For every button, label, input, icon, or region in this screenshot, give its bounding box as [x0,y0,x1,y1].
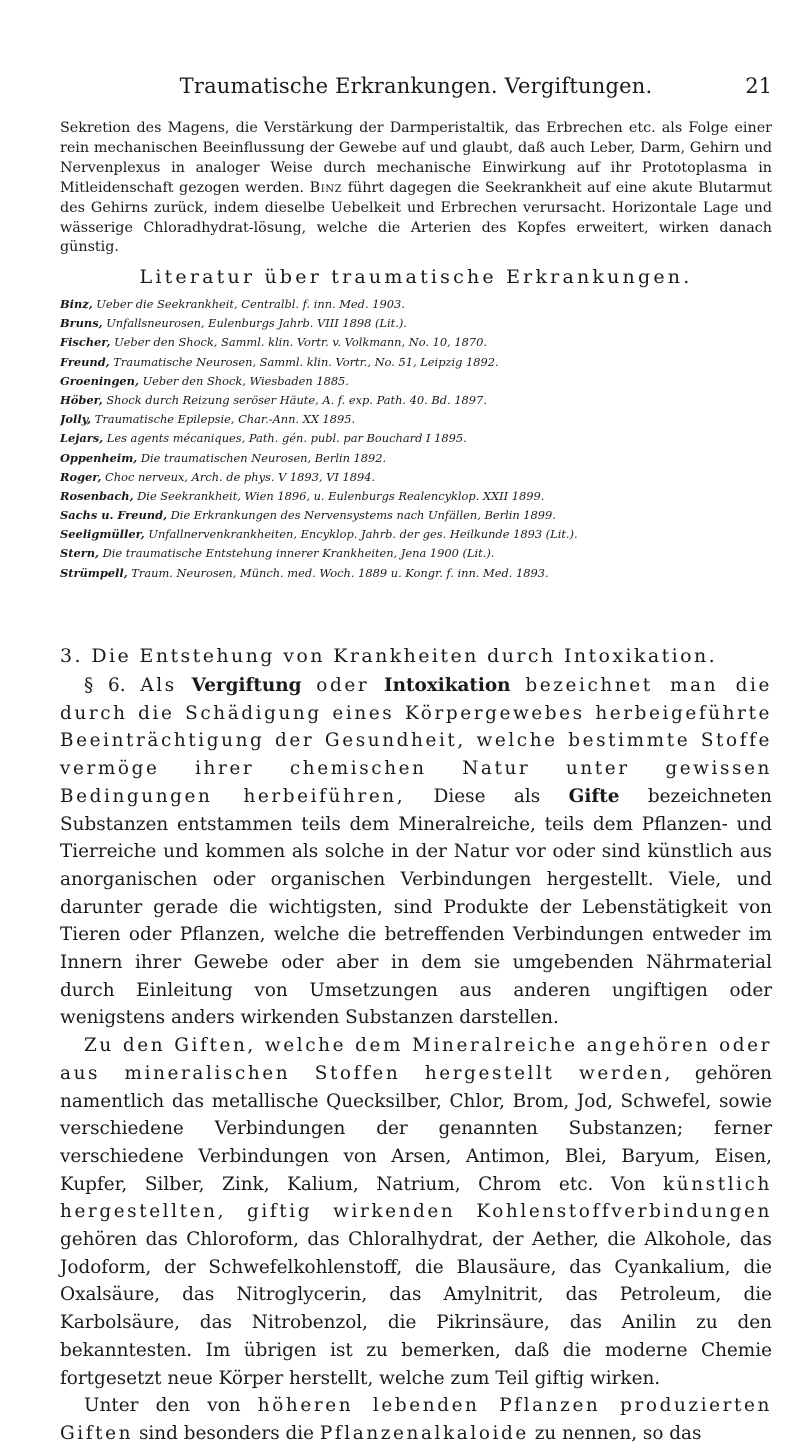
reference-item [60,333,772,352]
literature-heading: Literatur über traumatische Erkrankungen. [139,266,693,288]
ref-author: Fischer, [60,335,111,350]
body-text: gehören namentlich das metallische Quecksilber, Chlor, Brom, Jod, Schwefel, sowie verschiedene Verbindungen der genannten Substanzen; ferner verschiedene Verbindungen von Arsen, Antimon, Blei, Baryum, Eisen, Kupfer, Silber, Zink, Kalium, Natrium, Chrom etc. Von [60,1062,772,1195]
definition-text: bezeichnet man die durch die Schädigung eines Körpergewebes herbeigeführte Beeinträchtigung der Gesundheit, welche bestimmte Stoffe vermöge ihrer chemischen Natur unter gewissen Bedingungen herbeiführen, [60,675,772,807]
term-gifte: Gifte [568,785,620,807]
ref-text: Ueber den Shock, Wiesbaden 1885. [142,373,349,388]
reference-item [60,487,772,506]
spaced-text: Zu den Giften, welche dem Mineralreiche angehören oder aus mineralischen Stoffen hergestellt werden, [60,1035,772,1084]
spaced-text: Pflanzenalkaloide [319,1422,529,1444]
ref-author: Strümpell, [60,565,128,580]
ref-text: Traumatische Neurosen, Samml. klin. Vortr., No. 51, Leipzig 1892. [113,354,499,369]
spaced-text: oder [316,675,370,696]
ref-author: Lejars, [60,431,104,446]
body-text: gehören das Chloroform, das Chloralhydrat, der Aether, die Alkohole, das Jodoform, der Schwefelkohlenstoff, die Blausäure, das Cyankalium, die Oxalsäure, das Nitroglycerin, das Amylnitrit, das Petroleum, die Karbolsäure, das Nitrobenzol, die Pikrinsäure, das Anilin zu den bekanntesten. Im übrigen ist zu bemerken, daß die moderne Chemie fortgesetzt neue Körper herstellt, welche zum Teil giftig wirken. [60,1229,772,1389]
spaced-text: höheren lebenden Pflanzen produzierten Giften [60,1395,772,1444]
ref-text: Die traumatischen Neurosen, Berlin 1892. [140,450,387,465]
reference-item [60,410,772,429]
intro-text-b: führt dagegen die Seekrankheit auf eine akute Blutarmut des Gehirns zurück, indem dieselbe Uebelkeit und Erbrechen verursacht. Horizontale Lage und wässerige Chloradhydrat-lösung, welche die Arterien des Kopfes erweitert, wirken danach günstig. [60,179,773,256]
term-intoxikation: Intoxikation [384,675,511,696]
ref-author: Höber, [60,392,103,407]
ref-text: Choc nerveux, Arch. de phys. V 1893, VI 1894. [105,469,376,484]
body-text: Unter den von [84,1395,241,1417]
reference-item [60,295,772,314]
ref-text: Traumatische Epilepsie, Char.-Ann. XX 1895. [94,412,356,427]
reference-item [60,544,772,563]
ref-author: Roger, [60,469,102,484]
intro-text-a: Sekretion des Magens, die Verstärkung der Darmperistaltik, das Erbrechen etc. als Folge einer rein mechanischen Beeinflussung der Gewebe auf und glaubt, daß auch Leber, Darm, Gehirn und Nervenplexus in analoger Weise durch mechanische Einwirkung auf ihr Prototoplasma in Mitleidenschaft gezogen werden. [60,120,772,196]
reference-item [60,449,772,468]
ref-text: Ueber die Seekrankheit, Centralbl. f. inn. Med. 1903. [96,297,405,311]
ref-author: Jolly, [60,412,92,427]
ref-author: Groeningen, [60,373,139,388]
ref-author: Seeligmüller, [60,527,145,542]
ref-author: Oppenheim, [60,450,138,465]
ref-text: Die traumatische Entstehung innerer Krankheiten, Jena 1900 (Lit.). [102,546,495,561]
body-text: sind besonders die [138,1422,315,1444]
ref-author: Bruns, [60,316,103,331]
reference-item [60,372,772,391]
ref-text: Traum. Neurosen, Münch. med. Woch. 1889 u. Kongr. f. inn. Med. 1893. [131,565,549,580]
reference-item [60,391,772,410]
ref-text: Les agents mécaniques, Path. gén. publ. par Bouchard I 1895. [106,431,467,446]
ref-text: Die Seekrankheit, Wien 1896, u. Eulenburgs Realencyklop. XXII 1899. [137,488,545,503]
ref-text: Ueber den Shock, Samml. klin. Vortr. v. Volkmann, No. 10, 1870. [114,335,487,350]
ref-author: Freund, [60,354,110,369]
term-vergiftung: Vergiftung [191,675,302,696]
ref-text: Unfallsneurosen, Eulenburgs Jahrb. VIII 1898 (Lit.). [106,316,407,331]
ref-author: Sachs u. Freund, [60,508,168,523]
spaced-text: künstlich hergestellten, giftig wirkenden Kohlenstoffverbindungen [60,1173,772,1223]
running-head [60,74,772,102]
ref-author: Stern, [60,546,99,561]
author-binz: Binz [309,179,343,196]
reference-item [60,353,772,372]
section-body [60,672,772,1448]
reference-item [60,525,772,544]
reference-list [60,295,772,583]
ref-text: Unfallnervenkrankheiten, Encyklop. Jahrb. der ges. Heilkunde 1893 (Lit.). [148,527,578,542]
paragraph-mineral-poisons [60,1032,772,1392]
running-title: Traumatische Erkrankungen. Vergiftungen. [179,74,653,98]
intro-paragraph [60,119,772,258]
ref-author: Rosenbach, [60,488,134,503]
reference-item [60,506,772,525]
ref-author: Binz, [60,297,93,311]
reference-item [60,564,772,583]
section-heading: 3. Die Entstehung von Krankheiten durch Intoxikation. [60,645,718,667]
reference-item [60,429,772,448]
ref-text: Die Erkrankungen des Nervensystems nach Unfällen, Berlin 1899. [170,508,556,523]
paragraph-mark: § 6. [84,675,126,696]
page-number: 21 [745,74,772,98]
body-text: Diese als [433,785,541,807]
paragraph-plant-poisons [60,1392,772,1447]
body-text: zu nennen, so das [534,1422,702,1444]
reference-item [60,314,772,333]
ref-text: Shock durch Reizung seröser Häute, A. f. exp. Path. 40. Bd. 1897. [106,392,487,407]
reference-item [60,468,772,487]
body-text: bezeichneten Substanzen entstammen teils dem Mineralreiche, teils dem Pflanzen- und Tierreiche und kommen als solche in der Natur vor oder sind künstlich aus anorganischen oder organischen Verbindungen hergestellt. Viele, und darunter gerade die wichtigsten, sind Produkte der Lebenstätigkeit von Tieren oder Pflanzen, welche die betreffenden Verbindungen entweder im Innern ihrer Gewebe oder aber in dem sie umgebenden Nährmaterial durch Einleitung von Umsetzungen aus anderen ungiftigen oder wenigstens anders wirkenden Substanzen darstellen. [60,785,772,1029]
paragraph-definition [60,672,772,1032]
spaced-text: Als [140,675,177,696]
